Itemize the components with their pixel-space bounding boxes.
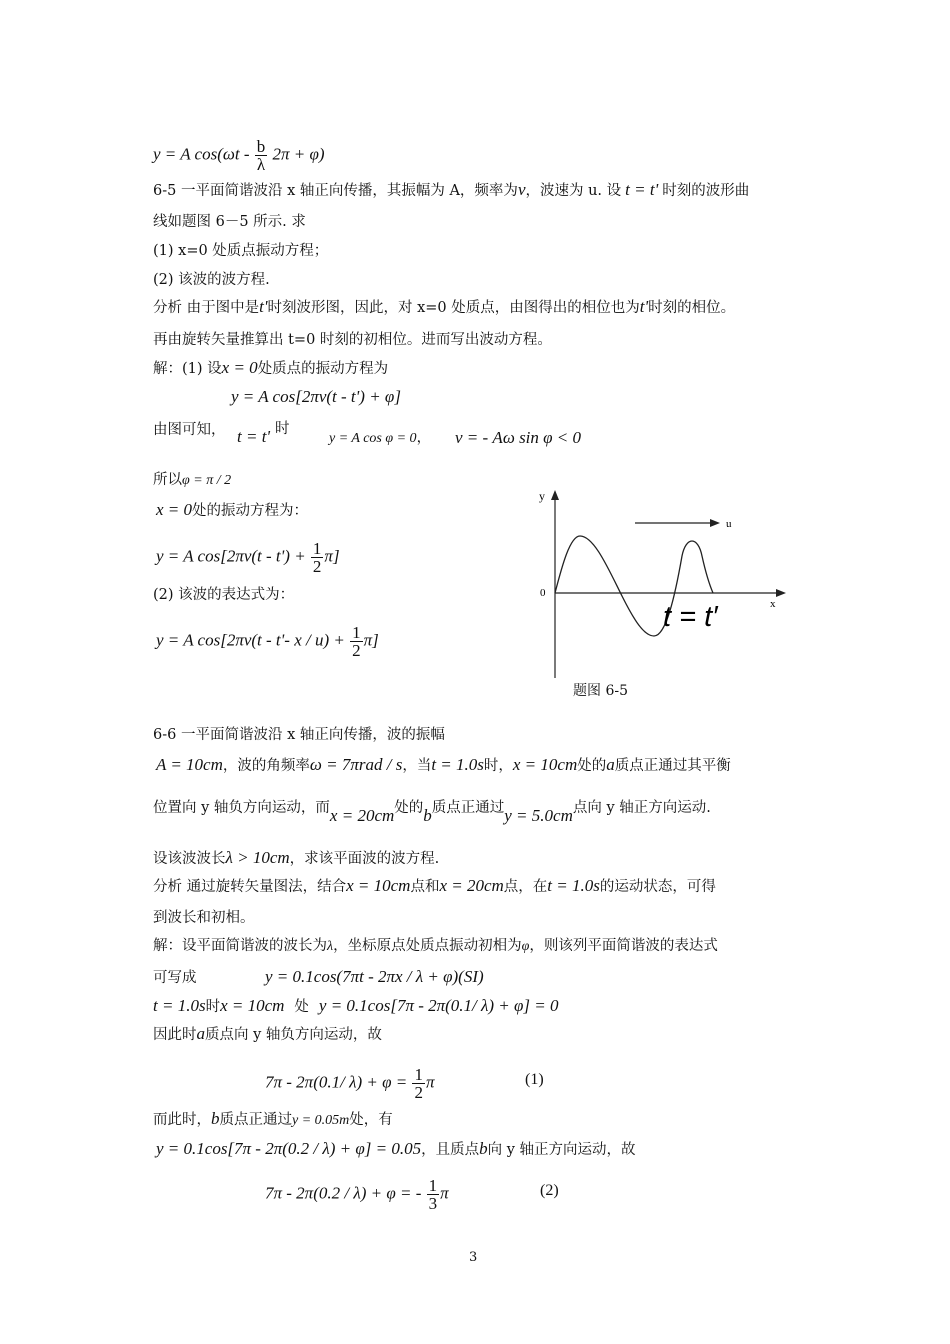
eq-top-left: y = A cos(ωt -	[153, 144, 254, 164]
p66-l2-e: t = 1.0s	[431, 755, 484, 774]
eq-top-tail: 2π + φ)	[268, 144, 325, 164]
p66-an-a: 分析 通过旋转矢量图法，结合	[153, 879, 347, 895]
p66-solution	[153, 936, 718, 957]
wave-figure-svg	[530, 486, 790, 686]
y-axis-label: y	[539, 489, 545, 503]
p65-eq2-num: 1	[312, 539, 322, 558]
p66-sol-b: λ	[327, 939, 334, 954]
p66-analysis	[153, 876, 716, 897]
p66-an-b: x = 10cm	[346, 876, 411, 895]
p66-eq1-frac	[412, 1066, 425, 1101]
p66-an-e: 点，在	[503, 879, 548, 895]
p66-l4-c: ，求该平面波的波方程.	[289, 851, 440, 867]
origin-label: 0	[540, 587, 546, 599]
p65-eq2-b: π]	[324, 546, 340, 566]
p65-eq2	[156, 540, 340, 575]
p66-eq1-a: 7π - 2π(0.1/ λ) + φ =	[265, 1072, 412, 1092]
p65-fig-eq1: y = A cos φ = 0，	[329, 430, 431, 446]
p66-an-f: t = 1.0s	[547, 876, 600, 895]
p66-a-a: 因此时	[153, 1027, 197, 1043]
p65-q2-answer: (2) 该波的表达式为：	[153, 587, 295, 603]
p65-q2: (2) 该波的波方程.	[153, 272, 270, 288]
p65-q1: (1) x=0 处质点振动方程；	[153, 243, 329, 259]
p66-l2-b: ，波的角频率	[222, 758, 310, 774]
p66-can-write	[153, 968, 197, 988]
p66-t-line	[153, 996, 559, 1017]
p65-x0-eq: x = 0	[156, 500, 193, 519]
p66-can-a: 可写成	[153, 970, 197, 986]
eq-top-num: b	[256, 137, 266, 156]
p65-eq2-a: y = A cos[2πν(t - t') +	[156, 546, 310, 566]
wave-figure	[530, 486, 790, 686]
p65-intro-t: t = t'	[625, 180, 659, 199]
p65-intro-c: 时刻的波形曲	[662, 183, 750, 199]
p65-so	[153, 470, 231, 491]
p66-b-line	[153, 1109, 393, 1131]
p66-eq2	[265, 1177, 449, 1212]
p66-b2-c: b	[479, 1139, 488, 1158]
p66-t-eq: y = 0.1cos[7π - 2π(0.1/ λ) + φ] = 0	[318, 996, 559, 1015]
p66-eq2-den: 3	[428, 1194, 438, 1213]
p65-fig-eq2	[455, 428, 581, 449]
p66-l3-c: 处的	[394, 800, 424, 816]
p66-b-d: y = 0.05m	[292, 1113, 350, 1128]
p65-an-c: 时刻的相位。	[648, 300, 736, 316]
p66-b2-line	[156, 1139, 636, 1160]
p65-fig-t: t = t'	[237, 427, 271, 446]
p66-l3-b: x = 20cm	[329, 806, 395, 825]
p65-an-b: 时刻波形图，因此，对 x=0 处质点，由图得出的相位也为	[267, 300, 640, 316]
p66-eq1	[265, 1066, 434, 1101]
p65-eq3	[156, 624, 379, 659]
p65-fig-line	[153, 420, 226, 440]
p66-analysis-line2: 到波长和初相。	[153, 910, 255, 926]
p66-l2-a: A = 10cm	[156, 755, 223, 774]
velocity-arrow-head	[710, 519, 720, 527]
p65-eq2-den: 2	[312, 557, 322, 576]
p65-analysis-line2: 再由旋转矢量推算出 t=0 时刻的初相位。进而写出波动方程。	[153, 332, 552, 348]
p65-intro-nu: ν	[517, 180, 526, 199]
equation-top	[153, 138, 325, 173]
p66-b-a: 而此时，	[153, 1112, 211, 1128]
p66-l3-e: 质点正通过	[431, 800, 505, 816]
p66-sol-e: ，则该列平面简谐波的表达式	[529, 938, 718, 954]
p66-a-b: a	[196, 1024, 205, 1043]
p66-sol-d: φ	[521, 939, 530, 954]
p66-sol-c: ，坐标原点处质点振动初相为	[333, 938, 522, 954]
x-axis-arrow	[776, 589, 786, 597]
p66-eq2-num: 1	[428, 1176, 438, 1195]
p65-intro	[153, 180, 749, 201]
p65-eq3-num: 1	[352, 623, 361, 642]
p66-l2-h: 处的	[577, 758, 607, 774]
p66-b2-d: 向 y 轴正方向运动，故	[487, 1142, 636, 1158]
p65-fig-eq2-text: ν = - Aω sin φ < 0	[455, 428, 582, 447]
p66-line3	[153, 797, 711, 825]
p66-l2-g: x = 10cm	[512, 755, 578, 774]
figure-caption: 题图 6-5	[573, 683, 628, 699]
p66-eq2-tag: (2)	[540, 1182, 559, 1199]
p65-sol-b: 处质点的振动方程为	[257, 361, 389, 377]
p66-t-b: 时	[205, 999, 221, 1015]
p66-eq2-frac	[427, 1177, 440, 1212]
p66-b-b: b	[211, 1109, 220, 1128]
p65-an-t2: t'	[639, 297, 649, 316]
p65-fig-a: 由图可知，	[153, 422, 226, 438]
p65-solution	[153, 358, 388, 379]
time-label: t = t′	[663, 601, 718, 633]
p66-l4-a: 设该波波长	[153, 851, 226, 867]
eq-top-den: λ	[256, 155, 266, 174]
p65-eq2-frac	[311, 540, 324, 575]
p66-t-c: x = 10cm	[220, 996, 285, 1015]
p65-eq1: y = A cos[2πν(t - t') + φ]	[231, 387, 401, 406]
p66-line2	[156, 755, 731, 776]
p66-b-e: 处，有	[349, 1112, 393, 1128]
p66-l3-d: b	[423, 806, 432, 825]
p66-eq2-b: π	[440, 1183, 449, 1203]
y-axis-arrow	[551, 490, 559, 500]
p65-an-a: 分析 由于图中是	[153, 300, 260, 316]
p66-an-d: x = 20cm	[439, 876, 504, 895]
p66-b-c: 质点正通过	[219, 1112, 292, 1128]
p66-l4-b: λ > 10cm	[225, 848, 290, 867]
p65-x0-b: 处的振动方程为：	[192, 503, 309, 519]
p66-eq1-b: π	[425, 1072, 435, 1092]
eq-top-fraction	[255, 138, 268, 173]
p65-eq3-frac	[350, 624, 363, 659]
p66-l2-i: a	[606, 755, 615, 774]
p66-a-line	[153, 1024, 382, 1045]
p66-l2-f: 时，	[483, 758, 513, 774]
p66-t-d: 处	[294, 999, 309, 1015]
velocity-label: u	[726, 518, 732, 530]
p65-intro-b: ，波速为 u. 设	[525, 183, 622, 199]
p65-intro-a: 6-5 一平面简谐波沿 x 轴正向传播，其振幅为 A，频率为	[153, 183, 518, 199]
p65-an-t1: t'	[259, 297, 268, 316]
x-axis-label: x	[770, 598, 776, 610]
p65-eq3-a: y = A cos[2πν(t - t'- x / u) +	[156, 630, 350, 650]
p65-fig-eq1-text: y = A cos φ = 0	[329, 431, 417, 446]
p65-eq3-b: π]	[363, 630, 379, 650]
p65-analysis	[153, 297, 735, 318]
p65-x0-line	[156, 500, 308, 521]
p66-l2-j: 质点正通过其平衡	[614, 758, 731, 774]
p66-l2-c: ω = 7πrad / s	[309, 755, 403, 774]
p66-a-c: 质点向 y 轴负方向运动，故	[205, 1027, 382, 1043]
p66-t-a: t = 1.0s	[153, 996, 206, 1015]
p66-l2-d: ，当	[402, 758, 432, 774]
p66-an-c: 点和	[410, 879, 440, 895]
page-number: 3	[469, 1250, 478, 1265]
p66-can-eq: y = 0.1cos(7πt - 2πx / λ + φ)(SI)	[265, 967, 484, 986]
p65-sol-a: 解：(1) 设	[153, 361, 222, 377]
p66-sol-a: 解：设平面简谐波的波长为	[153, 938, 327, 954]
p66-eq1-tag: (1)	[525, 1071, 544, 1088]
p65-sol-x: x = 0	[221, 358, 258, 377]
p66-l3-g: 点向 y 轴正方向运动.	[572, 800, 711, 816]
p66-eq1-num: 1	[414, 1065, 423, 1084]
p66-eq2-a: 7π - 2π(0.2 / λ) + φ = -	[265, 1183, 426, 1203]
p65-eq3-den: 2	[352, 641, 361, 660]
p65-so-eq: φ = π / 2	[182, 473, 232, 488]
p66-eq1-den: 2	[414, 1083, 423, 1102]
p66-l3-f: y = 5.0cm	[504, 806, 573, 825]
p66-l3-a: 位置向 y 轴负方向运动，而	[153, 800, 330, 816]
p66-an-g: 的运动状态，可得	[599, 879, 716, 895]
p66-b2-eq: y = 0.1cos[7π - 2π(0.2 / λ) + φ] = 0.05	[156, 1139, 422, 1158]
p65-line2: 线如题图 6－5 所示. 求	[153, 214, 306, 230]
p65-fig-when: 时	[275, 421, 290, 437]
p66-b2-b: ，且质点	[421, 1142, 480, 1158]
p66-intro: 6-6 一平面简谐波沿 x 轴正向传播，波的振幅	[153, 727, 445, 743]
p65-fig-t-line	[237, 427, 270, 448]
p66-line4	[153, 848, 439, 869]
p65-so-a: 所以	[153, 472, 182, 488]
